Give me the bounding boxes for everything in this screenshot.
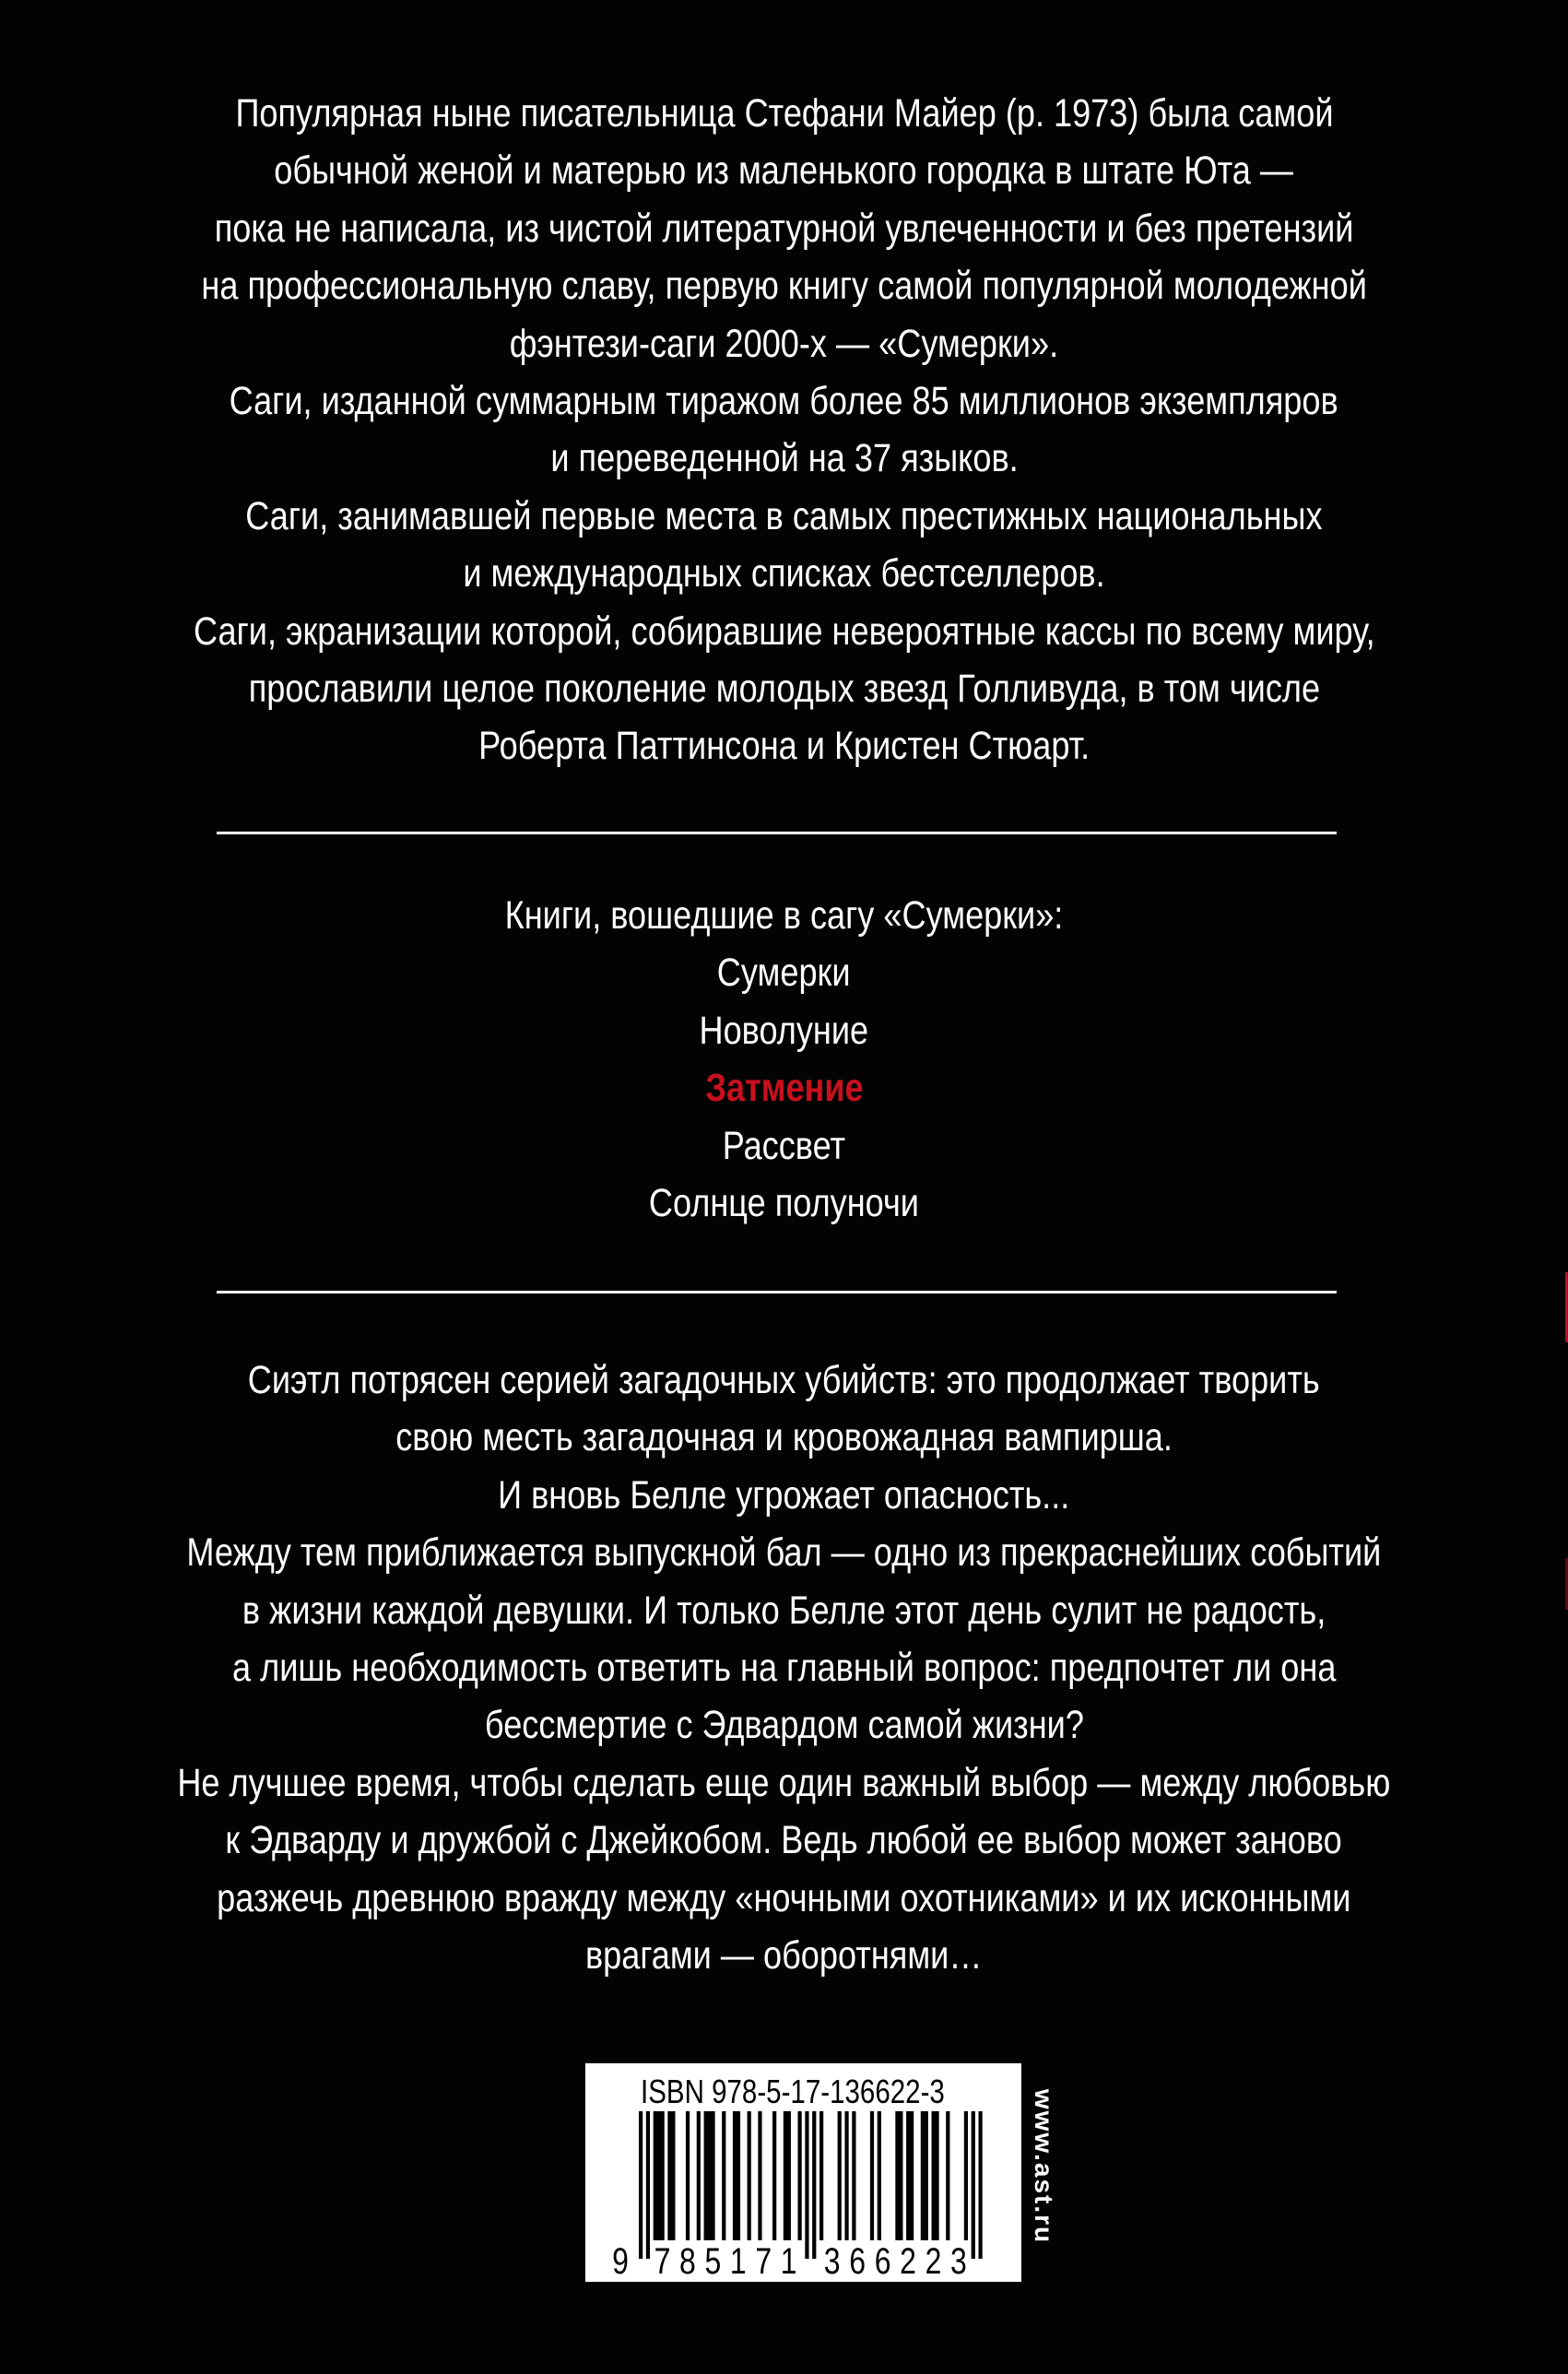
- book-title: [0, 1175, 1568, 1232]
- line-text: прославили целое поколение молодых звезд Голливуда, в том числе: [248, 666, 1320, 711]
- barcode-bar: [870, 2111, 874, 2240]
- text-line: [0, 142, 1568, 199]
- line-text: врагами — оборотнями…: [585, 1932, 983, 1978]
- barcode-bar: [844, 2111, 848, 2240]
- barcode-bar: [925, 2111, 928, 2240]
- barcode-bar: [895, 2111, 899, 2240]
- barcode-bar: [661, 2111, 665, 2240]
- text-line: [0, 257, 1568, 314]
- barcode-bar: [686, 2111, 690, 2240]
- line-text: Солнце полуночи: [648, 1180, 920, 1225]
- line-text: разжечь древнюю вражду между «ночными охотниками» и их исконными: [217, 1875, 1351, 1920]
- barcode-bar: [812, 2111, 816, 2259]
- line-text: а лишь необходимость ответить на главный вопрос: предпочтет ли она: [231, 1645, 1337, 1690]
- text-line: [0, 372, 1568, 430]
- barcode-digit: 9: [612, 2239, 629, 2282]
- text-line: [0, 430, 1568, 487]
- barcode-bar: [671, 2111, 675, 2240]
- line-text: свою месть загадочная и кровожадная вампирша.: [395, 1415, 1173, 1460]
- barcode-bar: [758, 2111, 761, 2240]
- line-text: И вновь Белле угрожает опасность...: [498, 1472, 1070, 1518]
- book-title: [0, 1117, 1568, 1175]
- text-line: [0, 1524, 1568, 1581]
- line-text: Популярная ныне писательница Стефани Майер (р. 1973) была самой: [234, 91, 1334, 136]
- barcode-digit: 3: [950, 2239, 967, 2282]
- text-line: [0, 488, 1568, 545]
- book-title: [0, 1002, 1568, 1059]
- text-line: [0, 200, 1568, 257]
- barcode-bar: [772, 2111, 776, 2240]
- barcode-bar: [972, 2111, 975, 2259]
- line-text: к Эдварду и дружбой с Джейкобом. Ведь любой ее выбор может заново: [225, 1818, 1343, 1863]
- barcode-bar: [737, 2111, 740, 2240]
- line-text: в жизни каждой девушки. И только Белле этот день сулит не радость,: [242, 1588, 1326, 1633]
- line-text: Рассвет: [722, 1123, 846, 1168]
- barcode-digit: 6: [874, 2239, 891, 2282]
- line-text: Новолуние: [699, 1008, 869, 1053]
- text-line: [0, 545, 1568, 602]
- barcode-bar: [657, 2111, 661, 2240]
- text-line: [0, 1927, 1568, 1984]
- barcode-bar: [910, 2111, 914, 2240]
- barcode-bar: [852, 2111, 855, 2240]
- barcode-bar: [707, 2111, 711, 2240]
- barcode-bar: [797, 2111, 801, 2240]
- line-text: и переведенной на 37 языков.: [549, 436, 1019, 481]
- line-text: и международных списках бестселлеров.: [463, 551, 1105, 596]
- line-text: Саги, занимавшей первые места в самых престижных национальных: [245, 493, 1323, 538]
- barcode-bar: [748, 2111, 751, 2240]
- line-text: Роберта Паттинсона и Кристен Стюарт.: [477, 724, 1091, 769]
- line-text: Саги, экранизации которой, собиравшие невероятные кассы по всему миру,: [193, 608, 1375, 654]
- barcode-digit: 6: [849, 2239, 867, 2282]
- barcode-bar: [899, 2111, 902, 2240]
- barcode-bar: [787, 2111, 791, 2240]
- barcode-bar: [667, 2111, 671, 2240]
- text-line: [0, 1467, 1568, 1524]
- text-line: [0, 1582, 1568, 1639]
- barcode-bar: [838, 2111, 842, 2240]
- line-text: обычной женой и матерью из маленького городка в штате Юта —: [274, 148, 1294, 194]
- barcode-digit: 7: [755, 2239, 772, 2282]
- synopsis: [0, 1352, 1568, 1984]
- barcode-bar: [819, 2111, 823, 2240]
- line-text: бессмертие с Эдвардом самой жизни?: [484, 1703, 1084, 1748]
- line-text: Саги, изданной суммарным тиражом более 85 миллионов экземпляров: [229, 378, 1339, 423]
- author-intro: [0, 85, 1568, 775]
- text-line: [0, 717, 1568, 774]
- barcode-bar: [722, 2111, 725, 2240]
- barcode-bar: [805, 2111, 808, 2259]
- barcode-digit: 3: [823, 2239, 841, 2282]
- line-text: Сумерки: [717, 951, 851, 996]
- barcode-bars: [585, 2063, 1021, 2282]
- books-heading-text: Книги, вошедшие в сагу «Сумерки»:: [504, 893, 1064, 938]
- barcode-digit: 1: [780, 2239, 797, 2282]
- text-line: [0, 603, 1568, 660]
- text-line: [0, 1754, 1568, 1812]
- barcode-bar: [978, 2111, 982, 2259]
- line-text: фэнтези-саги 2000-х — «Сумерки».: [509, 321, 1059, 366]
- text-line: [0, 1352, 1568, 1409]
- line-text: на профессиональную славу, первую книгу самой популярной молодежной: [201, 264, 1367, 309]
- text-line: [0, 1409, 1568, 1466]
- barcode-bar: [921, 2111, 925, 2240]
- text-line: [0, 660, 1568, 717]
- text-line: [0, 1812, 1568, 1869]
- barcode-bar: [946, 2111, 949, 2240]
- barcode-digit: 2: [900, 2239, 916, 2282]
- barcode-bar: [733, 2111, 737, 2240]
- barcode-bar: [639, 2111, 643, 2259]
- book-title: [0, 944, 1568, 1001]
- divider-top: [217, 832, 1337, 834]
- line-text: Затмение: [704, 1066, 864, 1111]
- isbn-label: ISBN 978-5-17-136622-3: [641, 2073, 945, 2110]
- line-text: Между тем приближается выпускной бал — одно из прекраснейших событий: [186, 1530, 1382, 1576]
- barcode-digit: 5: [704, 2239, 722, 2282]
- barcode-bar: [906, 2111, 910, 2240]
- text-line: [0, 1870, 1568, 1927]
- books-list: [0, 887, 1568, 1232]
- barcode-digit: 7: [654, 2239, 671, 2282]
- barcode-bar: [654, 2111, 657, 2240]
- barcode-bar: [935, 2111, 938, 2240]
- barcode-bar: [697, 2111, 701, 2240]
- barcode-bar: [964, 2111, 968, 2240]
- isbn-barcode: [585, 2063, 1021, 2282]
- barcode-bar: [784, 2111, 787, 2240]
- text-line: [0, 1696, 1568, 1754]
- text-line: [0, 315, 1568, 372]
- barcode-digit: 1: [729, 2239, 747, 2282]
- barcode-bar: [646, 2111, 650, 2259]
- barcode-bar: [704, 2111, 708, 2240]
- barcode-digit: 2: [925, 2239, 942, 2282]
- barcode-bar: [878, 2111, 881, 2240]
- line-text: пока не написала, из чистой литературной увлеченности и без претензий: [214, 206, 1354, 251]
- text-line: [0, 85, 1568, 142]
- line-text: Не лучшее время, чтобы сделать еще один важный выбор — между любовью: [177, 1760, 1391, 1805]
- text-line: [0, 1639, 1568, 1696]
- barcode-digit: 8: [679, 2239, 696, 2282]
- line-text: Сиэтл потрясен серией загадочных убийств: это продолжает творить: [248, 1358, 1320, 1402]
- book-title-current: [0, 1059, 1568, 1116]
- barcode-bar: [932, 2111, 936, 2240]
- divider-bottom: [217, 1291, 1337, 1293]
- publisher-website: www.ast.ru: [1030, 2088, 1058, 2245]
- books-heading: [0, 887, 1568, 944]
- barcode-bar: [711, 2111, 714, 2240]
